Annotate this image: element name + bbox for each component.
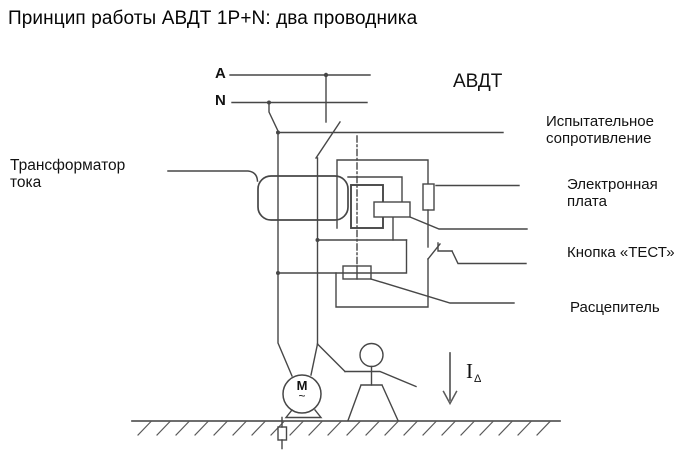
test-resistor <box>423 184 434 210</box>
test-button-label: Кнопка «ТЕСТ» <box>567 244 675 261</box>
person-head <box>360 344 383 367</box>
motor-tilde: ~ <box>298 389 306 403</box>
ground-hatching <box>138 422 550 436</box>
test-resistance-label: Испытательное сопротивление <box>546 113 654 147</box>
motor-pedestal <box>286 410 321 418</box>
trip-release-label: Расцепитель <box>570 299 660 316</box>
leakage-current-symbol: I <box>466 359 473 383</box>
current-transformer-ring <box>258 176 348 220</box>
trip-release-pointer-line <box>371 279 514 303</box>
motor-label <box>290 378 314 403</box>
neutral-contact <box>269 103 278 132</box>
neutral-conductor <box>278 133 292 377</box>
current-transformer-label: Трансформатор тока <box>10 157 126 192</box>
electronic-board-box <box>374 202 410 217</box>
neutral-branch-dot <box>276 271 280 275</box>
electronic-board-label: Электронная плата <box>567 176 658 210</box>
neutral-terminal-label: N <box>215 92 226 109</box>
leakage-current-label <box>466 360 480 384</box>
device-name-label: АВДТ <box>453 71 503 92</box>
phase-terminal-label: А <box>215 65 226 82</box>
test-button-pointer-line <box>452 251 526 264</box>
phase-contact-blade <box>316 122 340 158</box>
motor-ground-electrode <box>278 427 287 440</box>
person-legs <box>348 385 398 421</box>
phase-to-motor-wire <box>311 344 318 375</box>
neutral-branch-wire <box>278 240 407 273</box>
page-title: Принцип работы АВДТ 1P+N: два проводника <box>8 8 418 29</box>
motor-letter: М <box>296 378 308 393</box>
phase-branch-dot <box>316 238 320 242</box>
person-arms <box>345 372 416 387</box>
current-transformer-pointer-line <box>168 171 258 181</box>
leakage-current-subscript: Δ <box>474 373 482 385</box>
phase-to-person-wire <box>318 344 346 372</box>
ct-secondary-wire <box>348 177 402 202</box>
